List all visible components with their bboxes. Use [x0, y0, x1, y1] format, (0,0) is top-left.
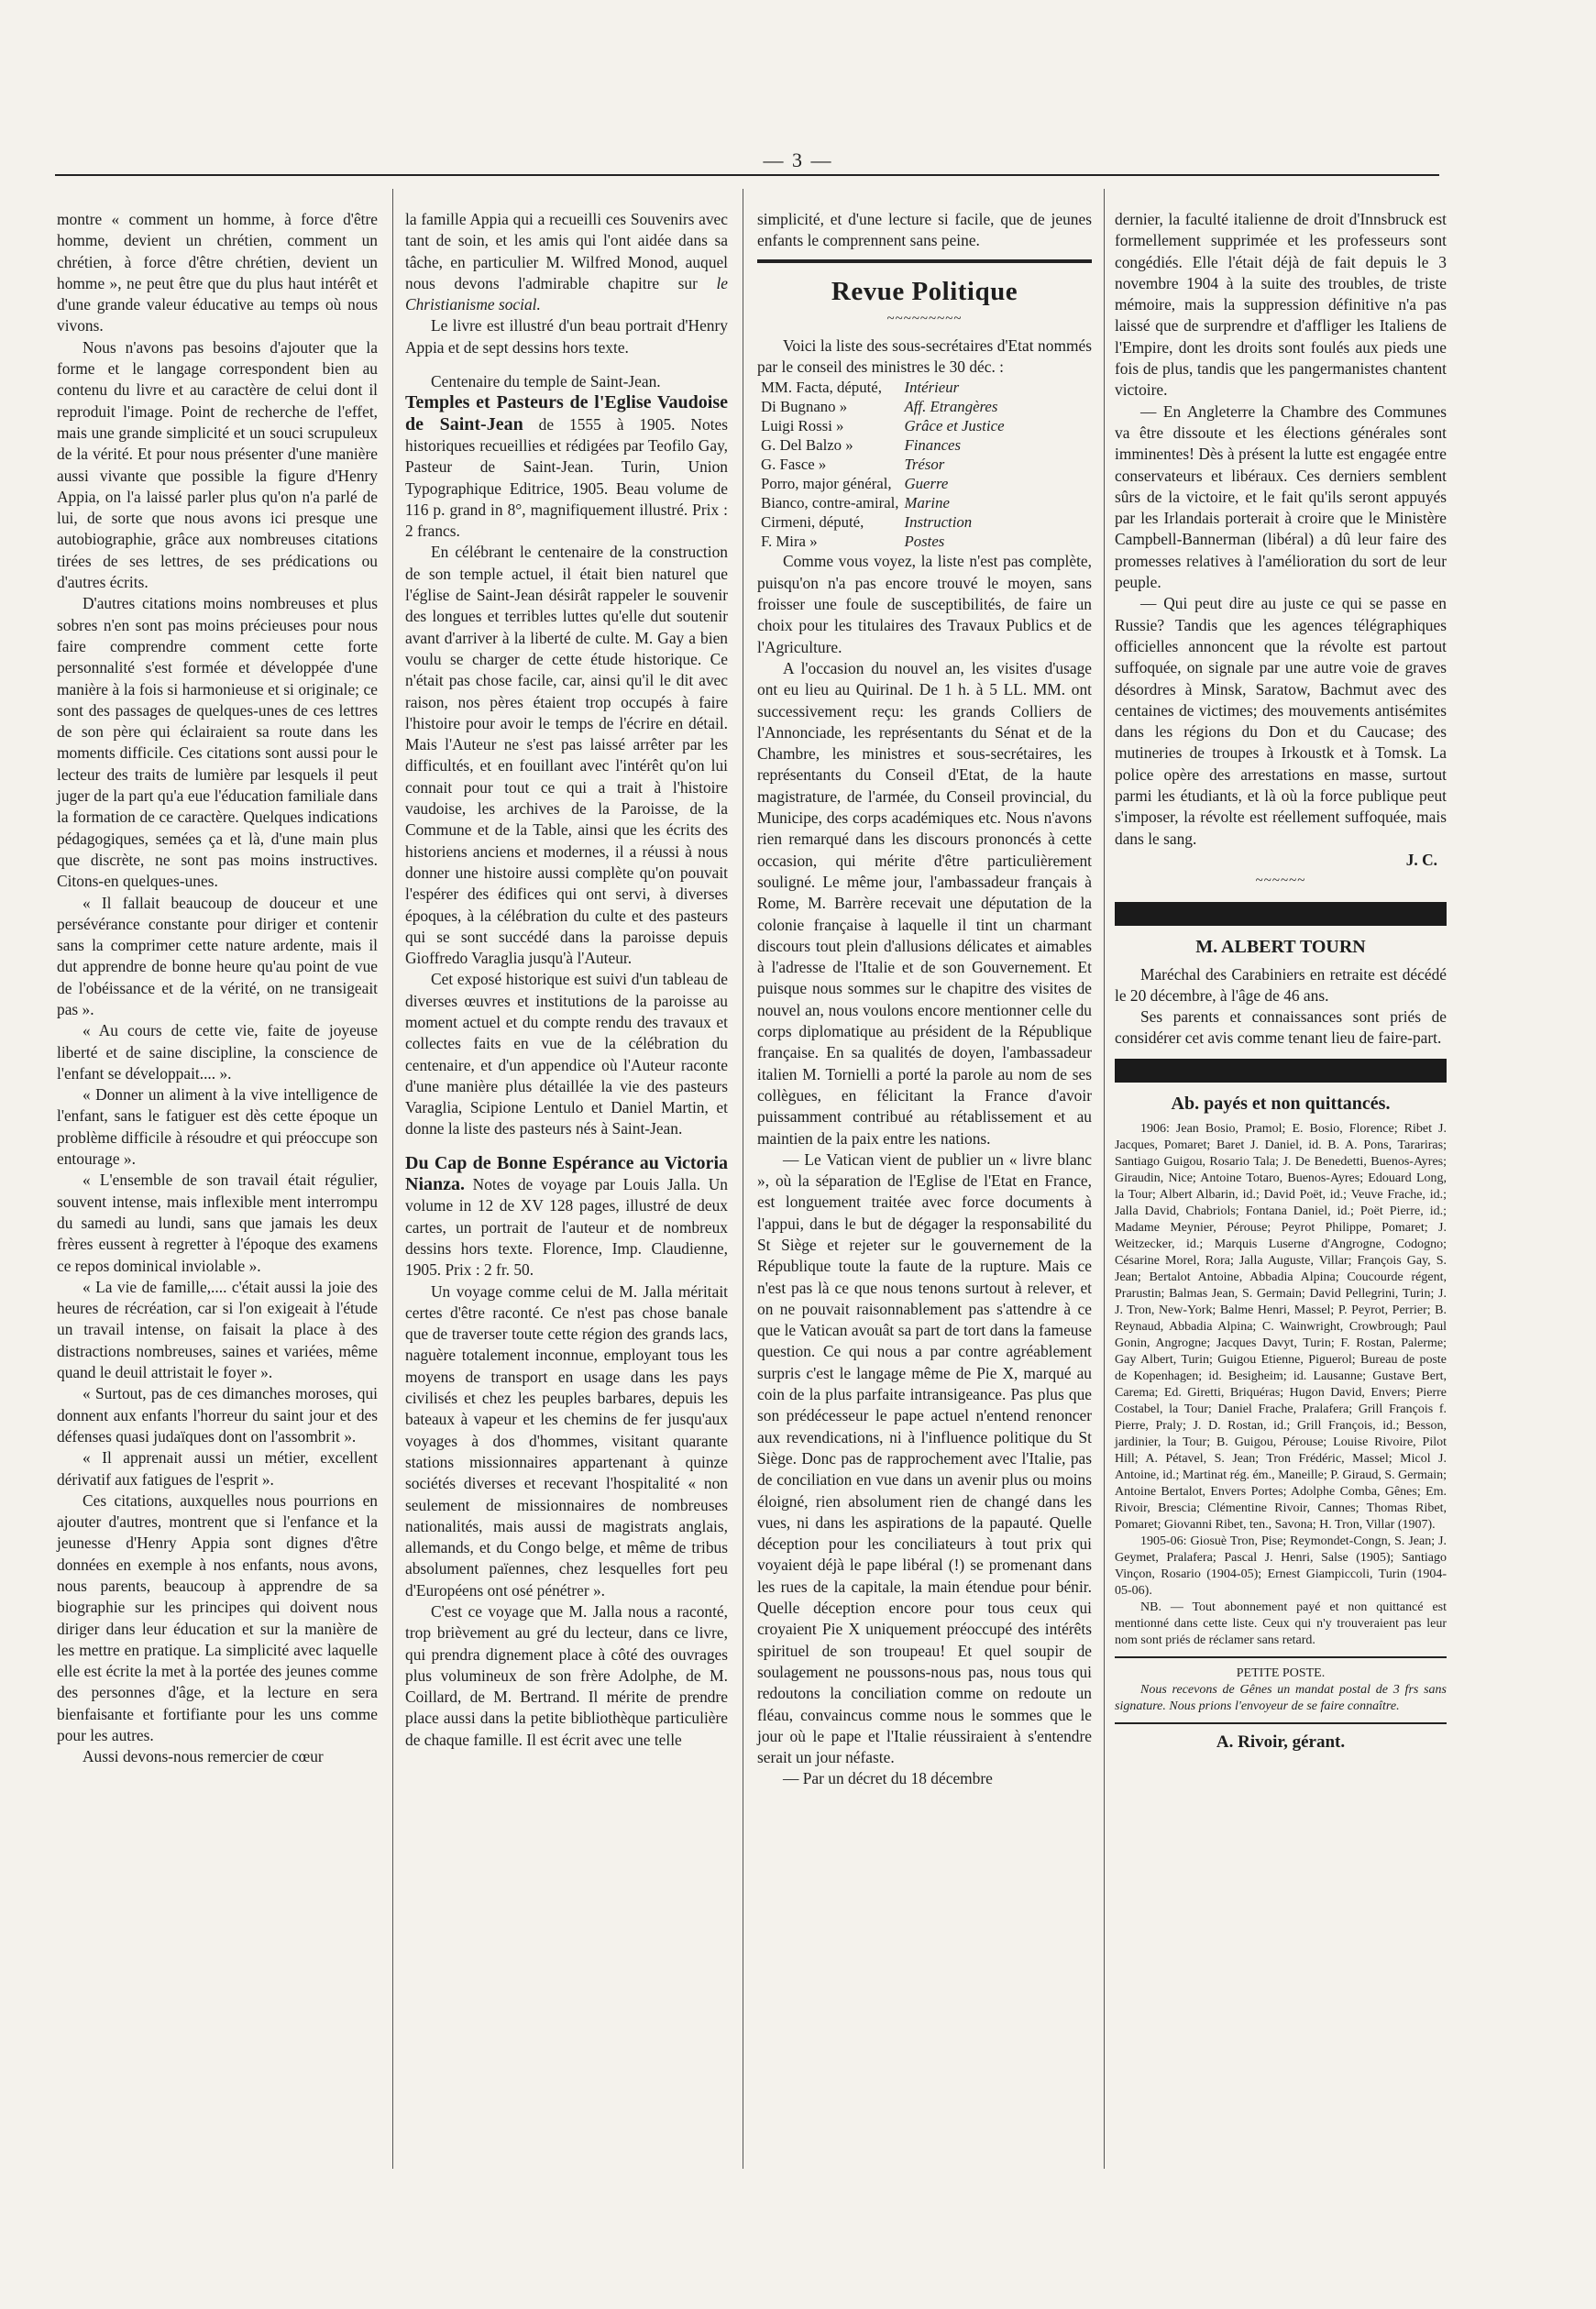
minister-role: Instruction	[904, 513, 973, 532]
paragraph: Ces citations, auxquelles nous pourrions en ajouter d'autres, montrent que si l'enfance et la jeunesse d'Henry Appia sont dignes d'être données en exemple à nos enfants, nous avons, nous parents, beaucoup à apprendre de sa biographie sur les principes qui doivent nous diriger dans leur éducation et sur la manière de les mettre en pratique. La simplicité avec laquelle elle est écrite la met à la portée des jeunes comme des personnes d'âge, et la lecture en sera bienfaisante et fortifiante pour les uns comme pour les autres.	[57, 1490, 378, 1745]
minister-row	[761, 474, 1010, 493]
divider	[1115, 1656, 1447, 1658]
minister-row	[761, 378, 1010, 397]
minister-role: Postes	[904, 533, 945, 551]
paragraph: Cet exposé historique est suivi d'un tableau de diverses œuvres et institutions de la paroisse au moment actuel et du compte rendu des travaux et collectes faits en vue de la célébration du centenaire, et d'un appendice où l'Auteur raconte d'une manière plus détaillée la vie des pasteurs Varaglia, Scipione Lentulo et Daniel Martin, et donne la liste des pasteurs nés à Saint-Jean.	[405, 970, 728, 1138]
minister-name: G. Del Balzo »	[761, 436, 853, 455]
subscribers-list: 1905-06: Giosuè Tron, Pise; Reymondet-Congn, S. Jean; J. Geymet, Pralafera; Pascal J. Henri, Salse (1905); Santiago Vinçon, Rosario (1904-05); Ernest Giampiccoli, Turin (1904-05-06).	[1115, 1534, 1447, 1598]
minister-row	[761, 512, 1010, 532]
minister-name: F. Mira »	[761, 533, 818, 551]
minister-row	[761, 455, 1010, 474]
book-details: de 1555 à 1905. Notes historiques recueillies et rédigées par Teofilo Gay, Pasteur de Saint-Jean. Turin, Union Typographique Editrice, 1905. Beau volume de 116 p. grand in 8°, magnifiquement illustré. Prix : 2 francs.	[405, 414, 728, 541]
minister-role: Grâce et Justice	[904, 417, 1005, 435]
divider	[1115, 1722, 1447, 1724]
minister-role: Aff. Etrangères	[904, 398, 998, 416]
paragraph: Nous n'avons pas besoins d'ajouter que la forme et le langage correspondent bien au contenu du livre et au caractère de celui dont il reproduit l'image. Point de recherche de l'effet, mais une grande simplicité et un souci scrupuleux de la vérité. Et pour nous présenter d'une manière aussi vivante que possible la figure d'Henry Appia, on l'a laissé parler plus qu'on n'a parlé de lui, de sorte que nous avons ici presque une autobiographie, grâce aux nombreuses citations tirées de ses lettres, de ses prédications ou d'autres écrits.	[57, 337, 378, 592]
book-title: Du Cap de Bonne Espérance au Victoria Nianza.	[405, 1152, 728, 1195]
minister-role: Trésor	[904, 456, 945, 474]
minister-row	[761, 435, 1010, 455]
ministers-list	[761, 378, 1010, 551]
nota-bene: NB. — Tout abonnement payé et non quittancé est mentionné dans cette liste. Ceux qui n'y trouveraient pas leur nom sont priés de réclamer sans retard.	[1115, 1600, 1447, 1647]
minister-name: Luigi Rossi »	[761, 417, 844, 435]
book-entry	[405, 1153, 728, 1281]
paragraph: montre « comment un homme, à force d'être homme, devient un chrétien, comment un chrétien, à force d'être chrétien, devient un homme », ne peut être que du plus haut intérêt et d'une grande valeur éducative au temps où nous vivons.	[57, 210, 378, 335]
ornament: ~~~~~~	[1255, 874, 1306, 889]
paragraph: — Par un décret du 18 décembre	[783, 1769, 993, 1788]
author-signoff: J. C.	[1405, 850, 1437, 869]
revue-politique-box	[757, 259, 1092, 1790]
column-divider	[1104, 189, 1105, 2169]
italic-text: le Christianisme social.	[405, 273, 728, 314]
obituary-text: Ses parents et connaissances sont priés de considérer cet avis comme tenant lieu de faire-part.	[1115, 1007, 1447, 1048]
paragraph: — Qui peut dire au juste ce qui se passe en Russie? Tandis que les agences télégraphiques officielles annoncent que la révolte est partout suffoquée, on signale par une autre voie de graves désordres à Minsk, Saratow, Bachmut avec des centaines de victimes; des mouvements antisémites dans les régions du Don et du Caucase; des mutineries de troupes à Irkoustk et à Tomsk. La police opère des arrestations en masse, surtout parmi les étudiants, et là où la force publique peut s'imposer, la révolte est réellement suffoquée, mais dans le sang.	[1115, 594, 1447, 848]
book-entry	[405, 392, 728, 542]
quote: « Il apprenait aussi un métier, excellent dérivatif aux fatigues de l'esprit ».	[57, 1448, 378, 1489]
spacer	[405, 358, 728, 371]
ornament: ~~~~~~~~~	[886, 311, 963, 326]
text: la famille Appia qui a recueilli ces Souvenirs avec tant de soin, et les amis qui l'ont aidée dans sa tâche, en particulier M. Wilfred Monod, auquel nous devons l'admirable chapitre sur	[405, 210, 728, 292]
gerant-signature: A. Rivoir, gérant.	[1216, 1732, 1346, 1752]
black-bar	[1115, 902, 1447, 926]
column-divider	[392, 189, 393, 2169]
minister-row	[761, 532, 1010, 551]
obituary-title: M. ALBERT TOURN	[1195, 936, 1366, 957]
page-number: — 3 —	[763, 148, 833, 171]
quote: « La vie de famille,.... c'était aussi la joie des heures de récréation, car si l'on exigeait à l'étude un travail intense, on faisait la place à des distractions nombreuses, saines et variées, même quand le deuil attristait le foyer ».	[57, 1277, 378, 1382]
paragraph: — En Angleterre la Chambre des Communes va être dissoute et les élections générales sont imminentes! Dès à présent la lutte est engagée entre conservateurs et libéraux. Ces derniers semblent sûrs de la victoire, et le fait qu'ils seront appuyés par les Irlandais porterait à croire que le Ministère Campbell-Bannerman (libéral) a dû leur faire des promesses relatives à l'amélioration du sort de leur peuple.	[1115, 401, 1447, 592]
paragraph: D'autres citations moins nombreuses et plus sobres n'en sont pas moins précieuses pour nous faire comprendre comment cette forte personnalité s'est formée et développée d'une manière à la fois si harmonieuse et si originale; ce sont des passages de quelques-unes de ces lettres de son père qui éclairaient sa route dans les moments difficile. Ces citations sont aussi pour le lecteur des traits de lumière par lesquels il peut juger de la part qu'a eue l'éducation familiale dans la formation de ce caractère. Quelques indications pédagogiques, semées ça et là, d'une main plus que discrète, ne sont pas moins instructives. Citons-en quelques-unes.	[57, 594, 378, 891]
column-4	[1115, 209, 1447, 1753]
paragraph: simplicité, et d'une lecture si facile, que de jeunes enfants le comprennent sans peine.	[757, 210, 1092, 250]
quote: « Donner un aliment à la vive intelligence de l'enfant, sans le fatiguer est dès cette époque un problème difficile à résoudre et qui préoccupe son entourage ».	[57, 1085, 378, 1169]
minister-role: Finances	[904, 436, 962, 455]
paragraph: Le livre est illustré d'un beau portrait d'Henry Appia et de sept dessins hors texte.	[405, 316, 728, 357]
minister-name: MM. Facta, député,	[761, 379, 882, 397]
minister-role: Intérieur	[904, 379, 960, 397]
minister-row	[761, 416, 1010, 435]
minister-name: G. Fasce »	[761, 456, 827, 474]
paragraph: A l'occasion du nouvel an, les visites d'usage ont eu lieu au Quirinal. De 1 h. à 5 LL. MM. ont successivement reçu: les grands Colliers de l'Annonciade, les représentants du Sénat et de la Chambre, les ministres et sous-secrétaires, les représentants du Conseil d'Etat, de la haute magistrature, de l'armée, du Conseil provincial, du Municipe, des corps académiques etc. Nous n'avons rien remarqué dans les discours prononcés à cette occasion, qui mérite d'être particulièrement souligné. Le même jour, l'ambassadeur français à Rome, M. Barrère recevait une députation de la colonie française à laquelle il tint un charmant discours tout plein d'allusions délicates et aimables à l'adresse de l'Italie et de son Gouvernement. Et puisque nous sommes sur le chapitre des visites de nouvel an, nous voulons encore mentionner celle du corps diplomatique au président de la République française. En sa qualités de doyen, l'ambassadeur italien M. Tornielli a porté la parole au nom de ses collègues, en félicitant la France d'avoir puissamment contribué au rétablissement et au maintien de la paix entre les nations.	[757, 658, 1092, 1148]
minister-role: Marine	[904, 494, 950, 512]
paragraph: dernier, la faculté italienne de droit d'Innsbruck est formellement supprimée et les professeurs sont congédiés. Elle l'était déjà de fait depuis le 3 novembre 1904 à la suite des troubles, de triste mémoire, mais la suppression définitive n'a pas laissé que de surprendre et d'affliger les Italiens de l'Empire, dont les droits sont foulés aux pieds une fois de plus, tandis que les pangermanistes chantent victoire.	[1115, 210, 1447, 400]
column-2	[405, 209, 728, 1751]
petite-poste-title: PETITE POSTE.	[1236, 1666, 1326, 1680]
column-1	[57, 209, 378, 1768]
minister-name: Di Bugnano »	[761, 398, 848, 416]
subscribers-title: Ab. payés et non quittancés.	[1171, 1093, 1391, 1114]
paragraph: Comme vous voyez, la liste n'est pas complète, puisqu'on n'a pas encore trouvé le moyen, sans froisser une foule de susceptibilités, de faire un choix pour les titulaires des Travaux Publics et de l'Agriculture.	[757, 552, 1092, 656]
black-bar	[1115, 1059, 1447, 1083]
book-details: Notes de voyage par Louis Jalla. Un volume in 12 de XV 128 pages, illustré de deux cartes, un portrait de l'auteur et de nombreux dessins hors texte. Florence, Imp. Claudienne, 1905. Prix : 2 fr. 50.	[405, 1175, 728, 1280]
paragraph: Un voyage comme celui de M. Jalla méritait certes d'être raconté. Ce n'est pas chose banale que de traverser toute cette région des grands lacs, naguère totalement inconnue, employant tous les moyens de transport en usage dans les pays civilisés et chez les peuples barbares, depuis les bateaux à vapeur et les chemins de fer jusqu'aux voyages à dos d'hommes, visitant quarante stations missionnaires appartenant à quinze sociétés diverses et recevant l'hospitalité « non seulement de missionnaires de nombreuses nationalités, mais aussi de magistrats anglais, allemands, et du Congo belge, et même de tribus absolument païennes, chez lesquelles fort peu d'Européens ont osé pénétrer ».	[405, 1281, 728, 1600]
spacer	[405, 1140, 728, 1153]
section-title: Revue Politique	[831, 276, 1018, 306]
paragraph: En célébrant le centenaire de la construction de son temple actuel, il était bien naturel que l'église de Saint-Jean désirât rappeler le souvenir des longues et terribles luttes qu'elle dut soutenir avant d'arriver à la liberté de culte. M. Gay a bien voulu se charger de cette étude historique. Ce n'était pas chose facile, car, ainsi qu'il le dit avec raison, nos pères étaient trop occupés à faire l'histoire pour avoir le temps de l'écrire en détail. Mais l'Auteur ne s'est pas laissé arrêter par les difficultés, et en fouillant avec l'intérêt qu'on lui connait pour tout ce qui a trait à l'histoire vaudoise, les archives de la Paroisse, de la Commune et de la Table, ainsi que les écrits des historiens anciens et modernes, il a réussi à nous donner une histoire aussi complète qu'on pouvait l'espérer des édifices qui ont servi, à diverses époques, à la célébration du culte et des pasteurs qui se sont succédé dans la paroisse depuis Gioffredo Varaglia jusqu'à l'Auteur.	[405, 543, 728, 968]
minister-name: Bianco, contre-amiral,	[761, 494, 899, 512]
minister-row	[761, 493, 1010, 512]
minister-name: Porro, major général,	[761, 475, 892, 493]
petite-poste-text: Nous recevons de Gênes un mandat postal de 3 frs sans signature. Nous prions l'envoyeur de se faire connaître.	[1115, 1682, 1447, 1713]
quote: « Il fallait beaucoup de douceur et une persévérance constante pour diriger et contenir sans la comprimer cette nature ardente, mais il dut apprendre de bonne heure qu'au point de vue de l'obéissance et de la vérité, on ne transigeait pas ».	[57, 893, 378, 1018]
minister-row	[761, 397, 1010, 416]
paragraph	[405, 209, 728, 315]
quote: « Surtout, pas de ces dimanches moroses, qui donnent aux enfants l'horreur du saint jour et des défenses quasi judaïques dont on l'assombrit ».	[57, 1384, 378, 1446]
quote: « L'ensemble de son travail était régulier, souvent intense, mais inflexible ment interrompu du samedi au lundi, sans que jamais les deux frères eussent à regretter à l'époque des examens ce repos dominical inviolable ».	[57, 1171, 378, 1275]
paragraph: C'est ce voyage que M. Jalla nous a raconté, trop brièvement au gré du lecteur, dans ce livre, qui prendra dignement place à côté des ouvrages plus volumineux de son frère Adolphe, de M. Coillard, de M. Bertrand. Il mérite de prendre place aussi dans la petite bibliothèque particulière de chaque famille. Il est écrit avec une telle	[405, 1602, 728, 1749]
header-rule	[55, 174, 1439, 176]
book-title: Temples et Pasteurs de l'Eglise Vaudoise de Saint-Jean	[405, 392, 728, 434]
obituary-text: Maréchal des Carabiniers en retraite est décédé le 20 décembre, à l'âge de 46 ans.	[1115, 964, 1447, 1005]
review-kicker: Centenaire du temple de Saint-Jean.	[431, 372, 661, 391]
paragraph: Voici la liste des sous-secrétaires d'Etat nommés par le conseil des ministres le 30 déc. :	[757, 335, 1092, 377]
paragraph: — Le Vatican vient de publier un « livre blanc », où la séparation de l'Eglise de l'Etat en France, est longuement traitée avec force documents à l'appui, dans le but de dégager la responsabilité du St Siège et rejeter sur le gouvernement de la République toute la faute de la rupture. Mais ce n'est pas là ce que nous tenons surtout à relever, et on ne pouvait raisonnablement pas s'attendre à ce que le Vatican avouât sa part de tort dans la fameuse question. Ce qui nous a par contre agréablement surpris c'est le langage même de Pie X, marqué au coin de la plus parfaite intransigeance. Pas plus que son prédécesseur le pape actuel n'entend renoncer aux revendications, ni à l'influence politique du St Siège. Donc pas de rapprochement avec l'Italie, pas de conciliation en vue dans un avenir plus ou moins éloigné, rien absolument rien de changé dans les vues, ni dans les aspirations de la papauté. Quelle déception pour les conciliateurs à tout prix qui voyaient déjà le pape libéral (!) se promenant dans les rues de la capitale, la main étendue pour bénir. Quelle déception encore pour tous ceux qui croyaient Pie X uniquement préoccupé des intérêts spirituel de son troupeau! Et quel soupir de soulagement ne poussons-nous pas, nous tous qui redoutons la conciliation comme on redoute un fléau, convaincus comme nous le sommes que le jour où le pape et l'Italie réussiraient à s'entendre serait un jour néfaste.	[757, 1149, 1092, 1767]
paragraph: Aussi devons-nous remercier de cœur	[83, 1747, 324, 1766]
subscribers-list: 1906: Jean Bosio, Pramol; E. Bosio, Florence; Ribet J. Jacques, Pomaret; Baret J. Daniel, id. B. A. Pons, Tarariras; Santiago Guigou, Rosario Tala; J. De Benedetti, Buenos-Ayres; Giraudin, Nice; Antoine Totaro, Buenos-Ayres; Edouard Long, la Tour; Albert Albarin, id.; David Poët, id.; Veuve Frache, id.; Jalla David, Chabriols; Fontana Daniel, id.; Poët Pierre, id.; Madame Meynier, Pérouse; Peyrot Philippe, Pomaret; J. Weitzecker, id.; Marquis Luserne d'Angrogne, Codogno; Césarine Morel, Rora; Jalla Auguste, Villar; François Gay, S. Jean; Bertalot Antoine, Abbadia Alpina; Coucourde régent, Prarustin; Balmas Jean, S. Germain; David Pellegrini, Turin; J. J. Tron, New-York; Balme Henri, Massel; P. Peyrot, Perrier; B. Reynaud, Abbadia Alpina; C. Wainwright, Crowbrough; Paul Gonin, Angrogne; Jacques Davyt, Turin; F. Rostan, Palerme; Gay Albert, Turin; Guigou Etienne, Piguerol; Bureau de poste de Kopenhagen; id. Besigheim; id. Lausanne; Gustave Bert, Carema; Ed. Giretti, Briquéras; Hugon David, Envers; Pierre Costabel, la Tour; Daniel Frache, Pralafera; Grill François f. Pierre, Praly; J. D. Rostan, id.; Grill François, id.; Besson, jardinier, la Tour; B. Guigou, Pérouse; Louise Rivoire, Pilot Hill; A. Pétavel, S. Jean; Tron Frédéric, Massel; Micol J. Antoine, id.; Martinat rég. ém., Maneille; P. Giraud, S. Germain; Antoine Bertalot, Envers Portes; Adolphe Comba, Gênes; Em. Rivoir, Brescia; Clémentine Rivoir, Cannes; Thomas Ribet, Pomaret; Giovanni Ribet, ten., Savona; H. Tron, Villar (1907).	[1115, 1121, 1447, 1532]
column-3	[757, 209, 1092, 1790]
quote: « Au cours de cette vie, faite de joyeuse liberté et de saine discipline, la conscience de l'enfant se développait.... ».	[57, 1021, 378, 1083]
minister-name: Cirmeni, député,	[761, 513, 864, 532]
minister-role: Guerre	[904, 475, 949, 493]
